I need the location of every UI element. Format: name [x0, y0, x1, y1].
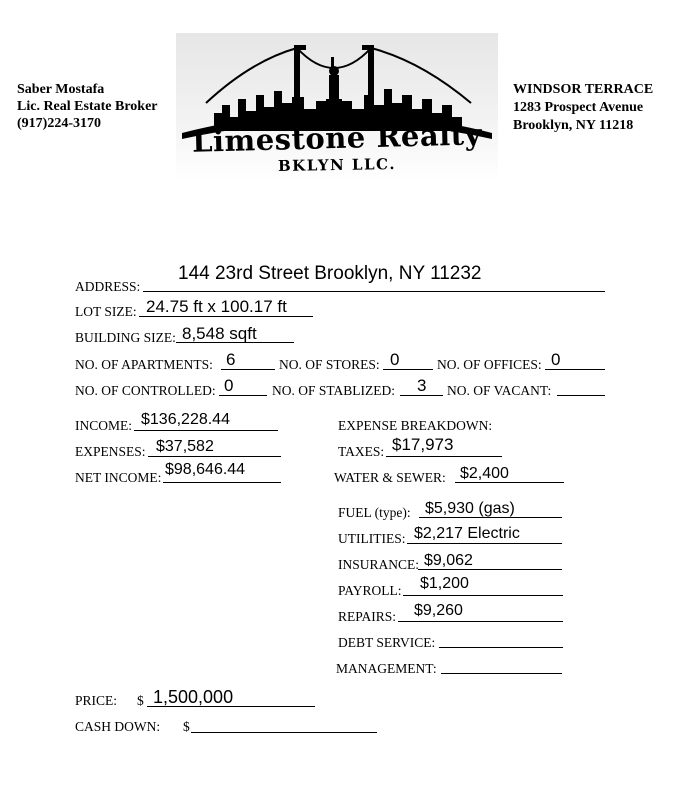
stabilized-underline [400, 395, 443, 396]
water-sewer-value: $2,400 [460, 465, 509, 482]
repairs-label: REPAIRS: [338, 609, 397, 624]
apartments-label: NO. OF APARTMENTS: [75, 357, 213, 372]
utilities-label: UTILITIES: [338, 531, 406, 546]
expense-breakdown-heading: EXPENSE BREAKDOWN: [338, 418, 493, 433]
apartments-value: 6 [226, 350, 236, 369]
lot-size-value: 24.75 ft x 100.17 ft [146, 297, 287, 316]
payroll-label: PAYROLL: [338, 583, 402, 598]
controlled-value: 0 [224, 376, 234, 395]
offices-underline [545, 369, 605, 370]
logo-title: Limestone Realty [191, 117, 483, 159]
price-value: 1,500,000 [153, 687, 234, 707]
stores-underline [383, 369, 433, 370]
utilities-underline [407, 543, 562, 544]
insurance-value: $9,062 [424, 552, 473, 569]
net-income-underline [163, 482, 281, 483]
debt-service-label: DEBT SERVICE: [338, 635, 436, 650]
cash-down-label: CASH DOWN: [75, 719, 161, 734]
insurance-label: INSURANCE: [338, 557, 420, 572]
management-label: MANAGEMENT: [336, 661, 437, 676]
expenses-value: $37,582 [156, 438, 214, 455]
broker-title: Lic. Real Estate Broker [17, 99, 158, 114]
controlled-underline [219, 395, 267, 396]
address-underline [143, 291, 605, 292]
expenses-label: EXPENSES: [75, 444, 146, 459]
company-logo [176, 33, 498, 183]
net-income-value: $98,646.44 [165, 461, 246, 478]
expenses-underline [148, 456, 281, 457]
offices-value: 0 [551, 350, 561, 369]
lot-size-underline [139, 316, 313, 317]
vacant-label: NO. OF VACANT: [447, 383, 552, 398]
fuel-label: FUEL (type): [338, 505, 411, 520]
price-label: PRICE: [75, 693, 118, 708]
water-sewer-label: WATER & SEWER: [334, 470, 446, 485]
taxes-underline [386, 456, 502, 457]
payroll-value: $1,200 [420, 575, 469, 592]
building-size-label: BUILDING SIZE: [75, 330, 176, 345]
office-street: 1283 Prospect Avenue [513, 100, 644, 115]
income-label: INCOME: [75, 418, 132, 433]
debt-service-underline [439, 647, 563, 648]
stores-value: 0 [390, 350, 400, 369]
repairs-value: $9,260 [414, 602, 463, 619]
lot-size-label: LOT SIZE: [75, 304, 137, 319]
net-income-label: NET INCOME: [75, 470, 162, 485]
payroll-underline [403, 595, 563, 596]
vacant-underline [557, 395, 605, 396]
repairs-underline [398, 621, 563, 622]
income-value: $136,228.44 [141, 411, 230, 428]
office-city: Brooklyn, NY 11218 [513, 118, 634, 133]
controlled-label: NO. OF CONTROLLED: [75, 383, 216, 398]
income-underline [134, 430, 278, 431]
utilities-value: $2,217 Electric [414, 525, 520, 542]
management-underline [441, 673, 562, 674]
address-value: 144 23rd Street Brooklyn, NY 11232 [178, 263, 482, 284]
cash-down-dollar: $ [183, 719, 190, 734]
fuel-value: $5,930 (gas) [425, 500, 515, 517]
offices-label: NO. OF OFFICES: [437, 357, 542, 372]
price-dollar: $ [137, 693, 144, 708]
address-label: ADDRESS: [75, 279, 141, 294]
office-name: WINDSOR TERRACE [513, 82, 654, 97]
cash-down-underline [191, 732, 377, 733]
stores-label: NO. OF STORES: [279, 357, 380, 372]
stabilized-value: 3 [417, 376, 427, 395]
apartments-underline [221, 369, 275, 370]
broker-name: Saber Mostafa [17, 82, 105, 97]
building-size-value: 8,548 sqft [182, 324, 257, 343]
taxes-value: $17,973 [392, 435, 454, 454]
logo-subtitle: BKLYN LLC. [277, 154, 397, 176]
taxes-label: TAXES: [338, 444, 385, 459]
broker-phone: (917)224-3170 [17, 116, 101, 131]
stabilized-label: NO. OF STABLIZED: [272, 383, 396, 398]
